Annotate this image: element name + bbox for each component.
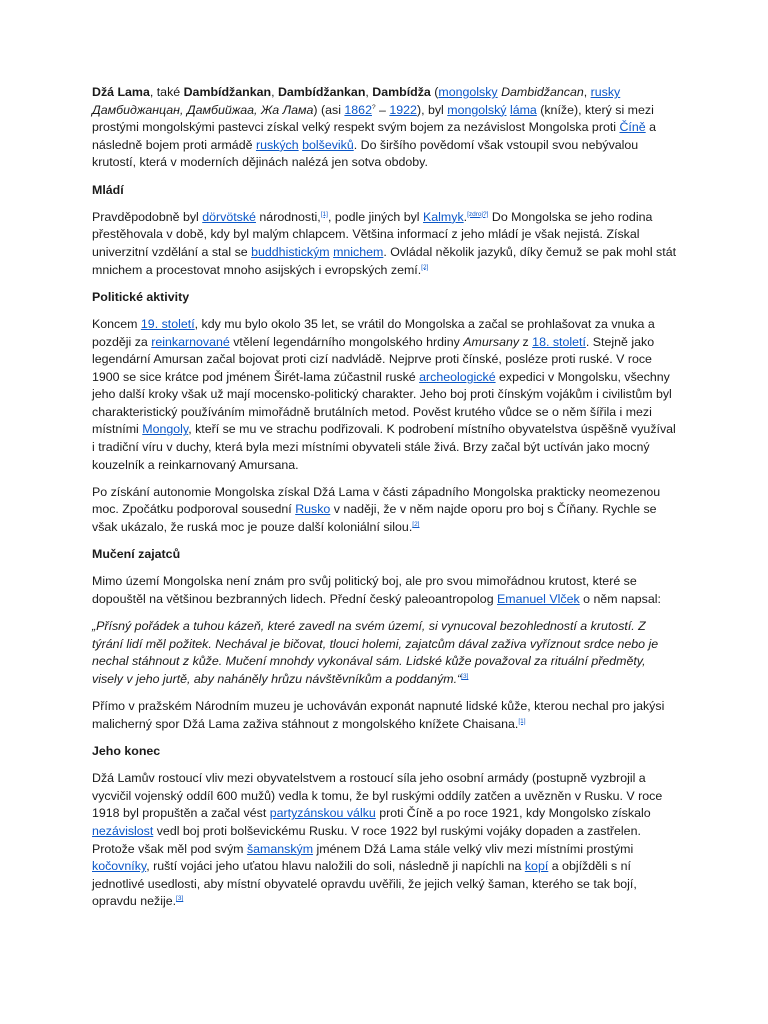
text-run: a následně bojem proti armádě [92,120,657,152]
reference-link-2[interactable]: [2] [412,520,420,528]
politicke-paragraph-1 [92,316,678,474]
link-rusko[interactable]: Rusko [295,502,331,517]
konec-paragraph [92,770,678,911]
hero-name: Amursany [463,334,520,349]
link-reinkarnovane[interactable]: reinkarnované [151,334,230,349]
ref-3-sup [461,673,468,680]
intro-paragraph [92,84,678,172]
link-nezavislost[interactable]: nezávislost [92,823,154,838]
ref-1-sup [518,718,525,725]
citation-needed-link[interactable]: [zdroj?] [467,210,489,218]
text-run: . [463,209,468,224]
link-kopi[interactable]: kopí [524,859,549,874]
heading-mladi: Mládí [92,182,124,197]
reference-link-3[interactable]: [3] [176,895,184,903]
link-dorvotske[interactable]: dörvötské [202,209,256,224]
reference-link-3[interactable]: [3] [461,672,469,680]
text-run: jménem Džá Lama stále velký vliv mezi místními prostými [313,841,634,856]
alt-name: Dambídža [372,85,431,99]
text-run: . Stejně jako legendární Amursan začal bojovat proti cizí nadvládě. Nejprve proti čínské, posléze proti ruské. V roce 1900 se sice krátce pod jménem Širét-lama zúčastnil ruské [92,334,655,384]
text-run: , kteří se mu ve strachu podřizovali. K podrobení místního obyvatelstva úspěšně využíval i tradiční víru v duchy, která byla mezi místními obyvateli stále živá. Brzy začal být uctíván jako mocný kouzelník a reinkarnovaný Amursana. [92,422,676,472]
link-mongolsky[interactable]: mongolsky [438,85,498,99]
heading-politicke-aktivity: Politické aktivity [92,289,190,304]
mongolian-name: Dambidžancan [501,85,584,99]
text-run: vedl boj proti bolševickému Rusku. V roce 1922 byl ruskými vojáky dopaden a zastřelen. Protože však měl pod svým [92,823,641,856]
link-bolseviku[interactable]: bolševiků [302,137,354,152]
ref-zdroj-sup [467,211,488,218]
text-run: národnosti, [255,209,321,224]
heading-jeho-konec: Jeho konec [92,743,161,758]
link-rusky[interactable]: rusky [590,85,621,99]
text-run: , [583,85,591,99]
text-run: Koncem [92,316,141,331]
link-1862[interactable]: 1862 [344,102,372,117]
text-run: ) (asi [313,102,345,117]
text-run: . Do širšího povědomí však vstoupil svou nebývalou krutostí, která v moderních dějinách nalézá jen sotva obdoby. [92,137,639,170]
text-run: – [375,102,390,117]
text-run: , také [149,85,184,99]
link-partyzanskou-valku[interactable]: partyzánskou válku [269,806,376,821]
link-lama[interactable]: láma [509,102,537,117]
ref-1-sup [321,211,328,218]
reference-link-2[interactable]: [2] [421,263,429,271]
article-subject-name: Džá Lama [92,85,150,99]
text-run: Mimo území Mongolska není znám pro svůj politický boj, ale pro svou mimořádnou krutost, které se dopouštěl na většinou bezbranných lidech. Přední český paleoantropolog [92,574,637,606]
quote-paragraph [92,618,678,688]
link-18-stoleti[interactable]: 18. století [532,334,586,349]
link-mongoly[interactable]: Mongoly [142,422,189,437]
text-run: o něm napsal: [579,592,661,606]
reference-link-1[interactable]: [1] [518,717,526,725]
ref-3-sup [176,895,183,902]
muceni-paragraph-1 [92,573,678,608]
text-run: , [271,85,278,99]
link-archeologicke[interactable]: archeologické [419,369,496,384]
link-ruskych[interactable]: ruských [255,137,299,152]
politicke-paragraph-2 [92,484,678,537]
uncertain-mark: ? [371,103,376,111]
link-1922[interactable]: 1922 [389,102,417,117]
text-run: vtělení legendárního mongolského hrdiny [229,334,464,349]
text-run: Přímo v pražském Národním muzeu je uchováván exponát napnuté lidské kůže, kterou nechal pro jakýsi malicherný spor Džá Lama zaživa stáhnout z mongolského knížete Chaisana. [92,699,665,731]
link-buddhistickym[interactable]: buddhistickým [251,244,330,259]
text-run: proti Číně a po roce 1921, kdy Mongolsko získalo [375,806,651,821]
text-run: ( [430,85,439,99]
text-run: , podle jiných byl [327,209,424,224]
text-run: , [365,85,373,99]
text-run: a objížděli s ní jednotlivé usedlosti, aby místní obyvatelé opravdu uvěřili, že jejich velký šaman, kterého se tak bojí, opravdu nežije. [92,859,637,909]
alt-name: Dambídžankan [183,85,272,99]
muceni-paragraph-2 [92,698,678,733]
russian-names: Дамбиджанцан, Дамбийжаа, Жа Лама [92,102,314,117]
text-run: (kníže), který si mezi prostými mongolskými pastevci získal velký respekt svým bojem za nezávislost Mongolska proti [92,102,654,135]
link-mnichem[interactable]: mnichem [333,244,384,259]
text-run: v naději, že v něm najde oporu pro boj s Číňany. Rychle se však ukázalo, že ruská moc je pouze další koloniální silou. [92,502,657,535]
article-body [92,84,678,920]
link-19-stoleti[interactable]: 19. století [140,316,195,331]
link-emanuel-vlcek[interactable]: Emanuel Vlček [497,592,580,606]
text-run: ), byl [416,102,448,117]
text-run: Pravděpodobně byl [92,209,203,224]
link-kocovniky[interactable]: kočovníky [92,859,147,874]
link-cine[interactable]: Číně [619,120,646,135]
text-run: Džá Lamův rostoucí vliv mezi obyvatelstvem a rostoucí síla jeho osobní armády (postupně vyzbrojil a vycvičil vojenský oddíl 600 mužů) vedla k tomu, že byl ruskými oddíly zatčen a uvězněn v Rusku. V roce 1918 byl propuštěn a začal vést [92,771,663,821]
heading-muceni-zajatcu: Mučení zajatců [92,547,181,562]
mladi-paragraph [92,209,678,279]
link-mongolsky-adj[interactable]: mongolský [447,102,507,117]
link-samanskym[interactable]: šamanským [246,841,314,856]
alt-name: Dambídžankan [277,85,366,99]
reference-link-1[interactable]: [1] [320,210,328,218]
text-run: expedici v Mongolsku, všechny jeho další kroky však už mají mocensko-politický charakter. Jeho boj proti čínským vojákům i civilistům byl charakteristický používáním mimořádně brutálních metod. Pověst krutého vůdce se o něm šířila i mezi místními [92,369,672,437]
link-kalmyk[interactable]: Kalmyk [423,209,464,224]
text-run: , ruští vojáci jeho uťatou hlavu naložili do soli, následně ji napíchli na [146,859,525,874]
vlcek-quote: „Přísný pořádek a tuhou kázeň, které zavedl na svém území, si vynucoval bezohledností a krutostí. Z týrání lidí měl požitek. Nechával je bičovat, tlouci holemi, zajatcům dával zaživa vyříznout srdce nebo je nechal stáhnout z kůže. Mučení mnohdy vykonával sám. Lidské kůže považoval za rituální předměty, visely v jeho jurtě, aby naháněly hrůzu návštěvníkům a poddaným.“ [92,619,659,686]
text-run: Do Mongolska se jeho rodina přestěhovala v době, kdy byl malým chlapcem. Většina informací z jeho mládí je však nejistá. Získal univerzitní vzdělání a stal se [92,209,653,259]
text-run: . Ovládal několik jazyků, díky čemuž se pak mohl stát mnichem a procestovat mnoho asijských i evropských zemí. [92,244,677,277]
text-run: Po získání autonomie Mongolska získal Džá Lama v části západního Mongolska prakticky neomezenou moc. Zpočátku podporoval sousední [92,484,661,517]
text-run: , kdy mu bylo okolo 35 let, se vrátil do Mongolska a začal se prohlašovat za vnuka a později za [92,316,655,349]
text-run: z [519,334,533,349]
ref-2-sup [412,521,419,528]
ref-2-sup [421,263,428,270]
